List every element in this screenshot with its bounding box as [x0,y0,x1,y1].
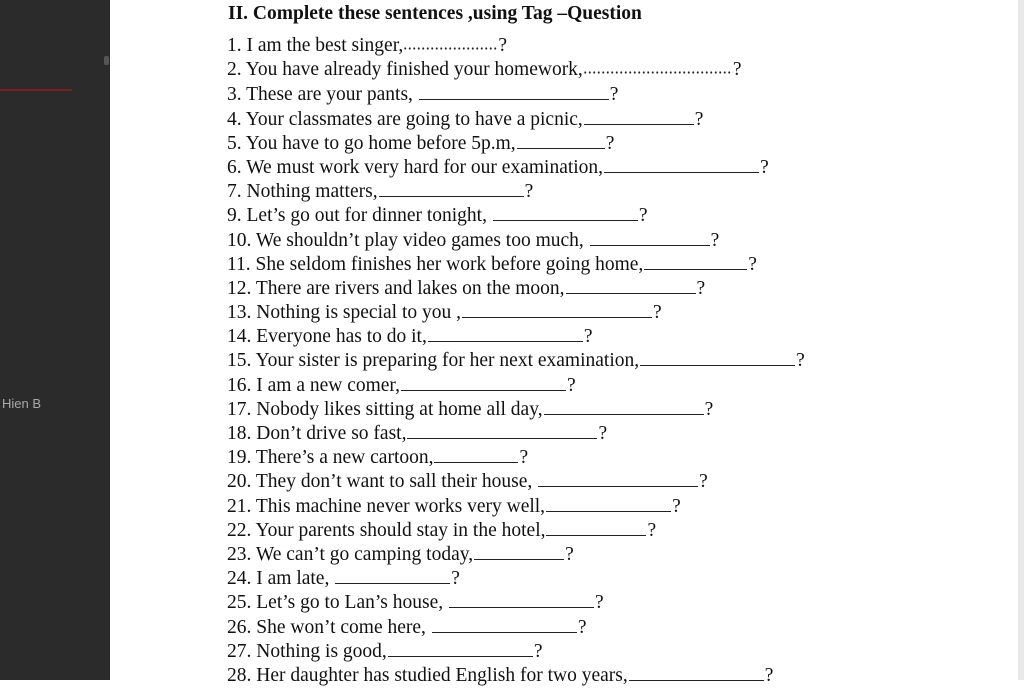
question-mark: ? [748,253,757,275]
question-text: 19. There’s a new cartoon, [227,447,434,469]
question-mark: ? [732,59,742,81]
question-row [227,492,805,516]
question-text: 22. Your parents should stay in the hotel, [227,519,546,541]
question-row [227,613,805,637]
question-mark: ? [533,640,543,662]
question-mark: ? [451,568,460,590]
question-text: 5. You have to go home before 5p.m, [227,132,516,154]
panel-accent-bar [0,89,72,91]
question-row [227,32,805,56]
answer-blank[interactable] [474,540,564,560]
answer-blank[interactable] [428,322,583,342]
answer-blank[interactable] [546,492,671,512]
question-row [227,274,805,298]
question-row [227,564,805,588]
question-text: 11. She seldom finishes her work before going home, [227,253,644,275]
question-row [227,105,805,129]
question-text: 24. I am late, [227,568,335,590]
answer-blank[interactable] [434,443,518,463]
question-text: 12. There are rivers and lakes on the moon, [227,277,565,299]
answer-blank[interactable] [432,613,577,633]
question-row [227,395,805,419]
question-row [227,201,805,225]
question-row [227,80,805,104]
question-mark: ? [605,132,615,154]
question-mark: ? [577,616,587,638]
question-text: 18. Don’t drive so fast, [227,423,407,444]
question-text: 4. Your classmates are going to have a picnic, [227,108,583,130]
answer-blank[interactable] [584,105,694,125]
question-mark: ? [760,156,769,178]
right-scroll-margin [1018,0,1024,680]
answer-blank[interactable] [604,153,759,173]
question-mark: ? [694,108,704,130]
question-text: 9. Let’s go out for dinner tonight, [227,205,492,227]
question-mark: ? [699,471,708,493]
question-text: 3. These are your pants, [227,84,418,106]
left-participant-panel [0,0,110,680]
answer-blank[interactable] [462,298,652,318]
answer-blank[interactable] [640,346,795,366]
question-row [227,250,805,274]
answer-blank[interactable] [388,637,533,657]
question-text: 17. Nobody likes sitting at home all day, [227,398,543,420]
question-row [227,322,805,346]
panel-resize-handle[interactable] [104,56,109,65]
question-row [227,467,805,491]
question-mark: ? [524,181,534,203]
question-text: 21. This machine never works very well, [227,495,546,517]
question-mark: ? [598,423,608,444]
answer-blank[interactable] [566,274,696,294]
question-row [227,540,805,564]
participant-name-label: Hien B [2,396,42,411]
answer-blank[interactable] [449,588,594,608]
question-mark: ? [704,398,714,420]
question-row [227,129,805,153]
question-text: 26. She won’t come here, [227,616,431,638]
question-mark: ? [519,447,529,469]
answer-blank[interactable] [590,226,710,246]
question-text: 2. You have already finished your homework, [227,59,583,81]
question-text: 28. Her daughter has studied English for two years, [227,664,628,686]
question-mark: ? [594,592,604,614]
question-mark: ? [764,664,774,686]
answer-blank[interactable] [583,56,733,75]
question-row [227,637,805,661]
question-mark: ? [638,205,648,227]
question-text: 1. I am the best singer, [227,35,404,56]
question-mark: ? [647,519,657,541]
answer-blank[interactable] [644,250,747,270]
worksheet-page [110,0,1018,686]
question-text: 23. We can’t go camping today, [227,543,474,565]
question-mark: ? [609,84,619,106]
question-mark: ? [672,495,681,517]
question-text: 10. We shouldn’t play video games too much, [227,229,589,251]
question-text: 16. I am a new comer, [227,374,401,396]
question-mark: ? [565,543,574,565]
question-row [227,419,805,443]
question-text: 7. Nothing matters, [227,181,378,203]
question-text: 25. Let’s go to Lan’s house, [227,592,448,614]
answer-blank[interactable] [493,201,638,221]
question-row [227,661,805,685]
question-mark: ? [567,374,576,396]
answer-blank[interactable] [544,395,704,415]
answer-blank[interactable] [517,129,605,149]
question-row [227,516,805,540]
question-mark: ? [710,229,720,251]
question-row [227,56,805,80]
question-row [227,588,805,612]
question-list [227,32,805,685]
question-mark: ? [696,277,706,299]
answer-blank[interactable] [379,177,524,197]
question-row [227,226,805,250]
question-text: 6. We must work very hard for our examination, [227,156,604,178]
question-text: 15. Your sister is preparing for her next examination, [227,350,640,372]
question-row [227,371,805,395]
answer-blank[interactable] [419,80,609,100]
answer-blank[interactable] [335,564,450,584]
question-mark: ? [652,302,662,324]
question-row [227,298,805,322]
question-row [227,177,805,201]
question-text: 27. Nothing is good, [227,640,387,662]
answer-blank[interactable] [407,419,597,439]
question-mark: ? [583,326,593,348]
answer-blank[interactable] [538,467,698,487]
answer-blank[interactable] [546,516,646,536]
question-row [227,443,805,467]
answer-blank[interactable] [401,371,566,391]
question-text: 20. They don’t want to sall their house, [227,471,538,493]
question-text: 13. Nothing is special to you , [227,302,461,324]
answer-blank[interactable] [403,32,498,51]
exercise-heading: II. Complete these sentences ,using Tag –Question [228,3,642,24]
question-text: 14. Everyone has to do it, [227,326,427,348]
question-mark: ? [498,35,507,56]
question-row [227,346,805,370]
question-mark: ? [796,350,805,372]
question-row [227,153,805,177]
answer-blank[interactable] [629,661,764,681]
